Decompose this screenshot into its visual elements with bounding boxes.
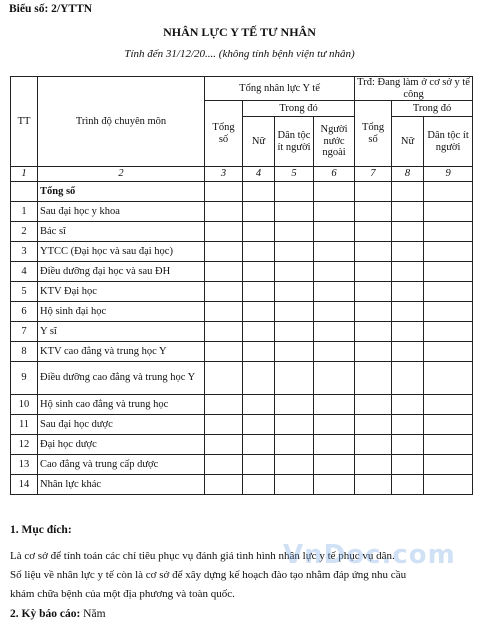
- row-tt: 12: [11, 435, 38, 455]
- cell[interactable]: [355, 202, 392, 222]
- cell[interactable]: [392, 302, 424, 322]
- cell[interactable]: [392, 435, 424, 455]
- cell[interactable]: [424, 282, 473, 302]
- cell[interactable]: [355, 475, 392, 495]
- row-name: Đại học dược: [38, 435, 205, 455]
- cell[interactable]: [243, 202, 275, 222]
- row-name: Hộ sinh đại học: [38, 302, 205, 322]
- row-tt: 6: [11, 302, 38, 322]
- row-name: YTCC (Đại học và sau đại học): [38, 242, 205, 262]
- table-row: [11, 415, 473, 435]
- table-row: [11, 222, 473, 242]
- section1-heading: 1. Mục đích:: [10, 524, 72, 536]
- cell[interactable]: [424, 302, 473, 322]
- cell[interactable]: [205, 435, 243, 455]
- cell[interactable]: [205, 415, 243, 435]
- col-num: 2: [38, 167, 205, 182]
- cell[interactable]: [314, 262, 355, 282]
- row-name: KTV cao đẳng và trung học Y: [38, 342, 205, 362]
- header-ethnic-public: Dân tộc ít người: [424, 117, 473, 167]
- cell[interactable]: [205, 455, 243, 475]
- row-tt: 9: [11, 362, 38, 395]
- cell[interactable]: [424, 395, 473, 415]
- cell[interactable]: [314, 455, 355, 475]
- cell[interactable]: [243, 182, 275, 202]
- cell[interactable]: [392, 222, 424, 242]
- row-name: Sau đại học dược: [38, 415, 205, 435]
- cell[interactable]: [243, 395, 275, 415]
- table-row: [11, 242, 473, 262]
- row-name: Sau đại học y khoa: [38, 202, 205, 222]
- watermark-logo: VnDoc.com: [283, 540, 456, 570]
- cell[interactable]: [275, 262, 314, 282]
- cell[interactable]: [314, 242, 355, 262]
- cell[interactable]: [355, 242, 392, 262]
- cell[interactable]: [205, 322, 243, 342]
- cell[interactable]: [355, 302, 392, 322]
- cell[interactable]: [355, 435, 392, 455]
- cell[interactable]: [205, 242, 243, 262]
- col-num: 9: [424, 167, 473, 182]
- cell[interactable]: [355, 455, 392, 475]
- cell[interactable]: [424, 342, 473, 362]
- section2-value: Năm: [83, 608, 106, 620]
- table-row-total: [11, 182, 473, 202]
- cell[interactable]: [424, 455, 473, 475]
- header-of-which: Trong đó: [243, 101, 355, 117]
- cell[interactable]: [205, 302, 243, 322]
- cell[interactable]: [275, 342, 314, 362]
- column-number-row: [11, 167, 473, 182]
- section1-line: Là cơ sở để tính toán các chỉ tiêu phục vụ đánh giá tình hình nhân lực y tế phục vụ dân.: [10, 550, 395, 562]
- row-name: Nhân lực khác: [38, 475, 205, 495]
- cell[interactable]: [205, 395, 243, 415]
- cell[interactable]: [243, 415, 275, 435]
- row-tt: 14: [11, 475, 38, 495]
- cell[interactable]: [314, 282, 355, 302]
- header-ethnic: Dân tộc ít người: [275, 117, 314, 167]
- table-row: [11, 322, 473, 342]
- cell[interactable]: [205, 262, 243, 282]
- col-num: 5: [275, 167, 314, 182]
- table-row: [11, 455, 473, 475]
- cell[interactable]: [243, 455, 275, 475]
- header-total-public: Tổng số: [355, 101, 392, 167]
- row-tt: 8: [11, 342, 38, 362]
- col-num: 8: [392, 167, 424, 182]
- header-group-public: Trđ: Đang làm ở cơ sở y tế công: [355, 77, 473, 101]
- cell[interactable]: [314, 182, 355, 202]
- cell[interactable]: [314, 362, 355, 395]
- cell[interactable]: [314, 435, 355, 455]
- cell[interactable]: [392, 202, 424, 222]
- section1-line: Số liệu về nhân lực y tế còn là cơ sở để xây dựng kế hoạch đào tạo nhằm đáp ứng nhu cầu: [10, 569, 407, 581]
- header-qualification: Trình độ chuyên môn: [38, 77, 205, 167]
- cell[interactable]: [243, 322, 275, 342]
- cell[interactable]: [424, 222, 473, 242]
- cell[interactable]: [424, 322, 473, 342]
- table-row: [11, 302, 473, 322]
- cell[interactable]: [243, 222, 275, 242]
- cell[interactable]: [275, 222, 314, 242]
- row-tt: 1: [11, 202, 38, 222]
- row-tt: 2: [11, 222, 38, 242]
- cell[interactable]: [275, 282, 314, 302]
- cell[interactable]: [355, 395, 392, 415]
- cell[interactable]: [275, 202, 314, 222]
- cell[interactable]: [392, 262, 424, 282]
- cell[interactable]: [275, 302, 314, 322]
- row-tt: 10: [11, 395, 38, 415]
- cell[interactable]: [275, 182, 314, 202]
- row-tt: [11, 182, 38, 202]
- cell[interactable]: [243, 342, 275, 362]
- header-of-which-public: Trong đó: [392, 101, 473, 117]
- cell[interactable]: [424, 262, 473, 282]
- cell[interactable]: [205, 182, 243, 202]
- cell[interactable]: [355, 282, 392, 302]
- cell[interactable]: [275, 242, 314, 262]
- col-num: 1: [11, 167, 38, 182]
- cell[interactable]: [314, 475, 355, 495]
- cell[interactable]: [424, 202, 473, 222]
- cell[interactable]: [243, 262, 275, 282]
- table-row: [11, 282, 473, 302]
- cell[interactable]: [355, 342, 392, 362]
- cell[interactable]: [205, 475, 243, 495]
- header-female-public: Nữ: [392, 117, 424, 167]
- row-name: Điều dưỡng đại học và sau ĐH: [38, 262, 205, 282]
- page-subtitle: Tính đến 31/12/20.... (không tính bệnh viện tư nhân): [124, 48, 355, 60]
- row-name: Điều dưỡng cao đẳng và trung học Y: [38, 362, 205, 395]
- section1-line: khám chữa bệnh của một địa phương và toàn quốc.: [10, 588, 235, 600]
- table-row: [11, 395, 473, 415]
- cell[interactable]: [205, 222, 243, 242]
- cell[interactable]: [314, 202, 355, 222]
- cell[interactable]: [314, 222, 355, 242]
- row-name: Cao đẳng và trung cấp dược: [38, 455, 205, 475]
- cell[interactable]: [275, 475, 314, 495]
- cell[interactable]: [355, 222, 392, 242]
- table-row: [11, 342, 473, 362]
- section2-heading: 2. Kỳ báo cáo:: [10, 608, 81, 620]
- col-num: 7: [355, 167, 392, 182]
- cell[interactable]: [275, 362, 314, 395]
- cell[interactable]: [243, 362, 275, 395]
- cell[interactable]: [392, 182, 424, 202]
- cell[interactable]: [392, 362, 424, 395]
- row-tt: 3: [11, 242, 38, 262]
- table-body: [11, 202, 473, 495]
- cell[interactable]: [355, 182, 392, 202]
- page-title: NHÂN LỰC Y TẾ TƯ NHÂN: [163, 25, 316, 39]
- cell[interactable]: [243, 242, 275, 262]
- row-tt: 11: [11, 415, 38, 435]
- staff-table: [10, 76, 473, 495]
- cell[interactable]: [314, 415, 355, 435]
- table-row: [11, 362, 473, 395]
- header-foreign: Người nước ngoài: [314, 117, 355, 167]
- cell[interactable]: [275, 322, 314, 342]
- row-tt: 5: [11, 282, 38, 302]
- cell[interactable]: [355, 262, 392, 282]
- cell[interactable]: [392, 455, 424, 475]
- cell[interactable]: [314, 322, 355, 342]
- row-name: Tổng số: [38, 182, 205, 202]
- table-row: [11, 202, 473, 222]
- cell[interactable]: [243, 435, 275, 455]
- header-female: Nữ: [243, 117, 275, 167]
- col-num: 4: [243, 167, 275, 182]
- cell[interactable]: [275, 395, 314, 415]
- cell[interactable]: [392, 282, 424, 302]
- cell[interactable]: [355, 415, 392, 435]
- cell[interactable]: [424, 182, 473, 202]
- table-row: [11, 435, 473, 455]
- header-total: Tổng số: [205, 101, 243, 167]
- header-group-total-staff: Tổng nhân lực Y tế: [205, 77, 355, 101]
- cell[interactable]: [205, 362, 243, 395]
- cell[interactable]: [205, 342, 243, 362]
- cell[interactable]: [275, 455, 314, 475]
- cell[interactable]: [243, 302, 275, 322]
- cell[interactable]: [424, 475, 473, 495]
- cell[interactable]: [314, 395, 355, 415]
- form-code: Biểu số: 2/YTTN: [9, 3, 93, 15]
- row-tt: 7: [11, 322, 38, 342]
- cell[interactable]: [355, 322, 392, 342]
- cell[interactable]: [392, 475, 424, 495]
- cell[interactable]: [314, 302, 355, 322]
- cell[interactable]: [243, 282, 275, 302]
- table-row: [11, 475, 473, 495]
- table-row: [11, 262, 473, 282]
- cell[interactable]: [275, 435, 314, 455]
- col-num: 3: [205, 167, 243, 182]
- row-name: KTV Đại học: [38, 282, 205, 302]
- cell[interactable]: [424, 435, 473, 455]
- header-row-1: [11, 77, 473, 101]
- cell[interactable]: [392, 242, 424, 262]
- cell[interactable]: [424, 362, 473, 395]
- section2: [10, 608, 106, 620]
- cell[interactable]: [392, 415, 424, 435]
- row-tt: 4: [11, 262, 38, 282]
- cell[interactable]: [424, 242, 473, 262]
- cell[interactable]: [205, 202, 243, 222]
- row-tt: 13: [11, 455, 38, 475]
- cell[interactable]: [424, 415, 473, 435]
- cell[interactable]: [275, 415, 314, 435]
- col-num: 6: [314, 167, 355, 182]
- header-tt: TT: [11, 77, 38, 167]
- cell[interactable]: [205, 282, 243, 302]
- cell[interactable]: [392, 322, 424, 342]
- cell[interactable]: [392, 395, 424, 415]
- cell[interactable]: [355, 362, 392, 395]
- cell[interactable]: [243, 475, 275, 495]
- cell[interactable]: [314, 342, 355, 362]
- row-name: Hộ sinh cao đẳng và trung học: [38, 395, 205, 415]
- row-name: Bác sĩ: [38, 222, 205, 242]
- row-name: Y sĩ: [38, 322, 205, 342]
- cell[interactable]: [392, 342, 424, 362]
